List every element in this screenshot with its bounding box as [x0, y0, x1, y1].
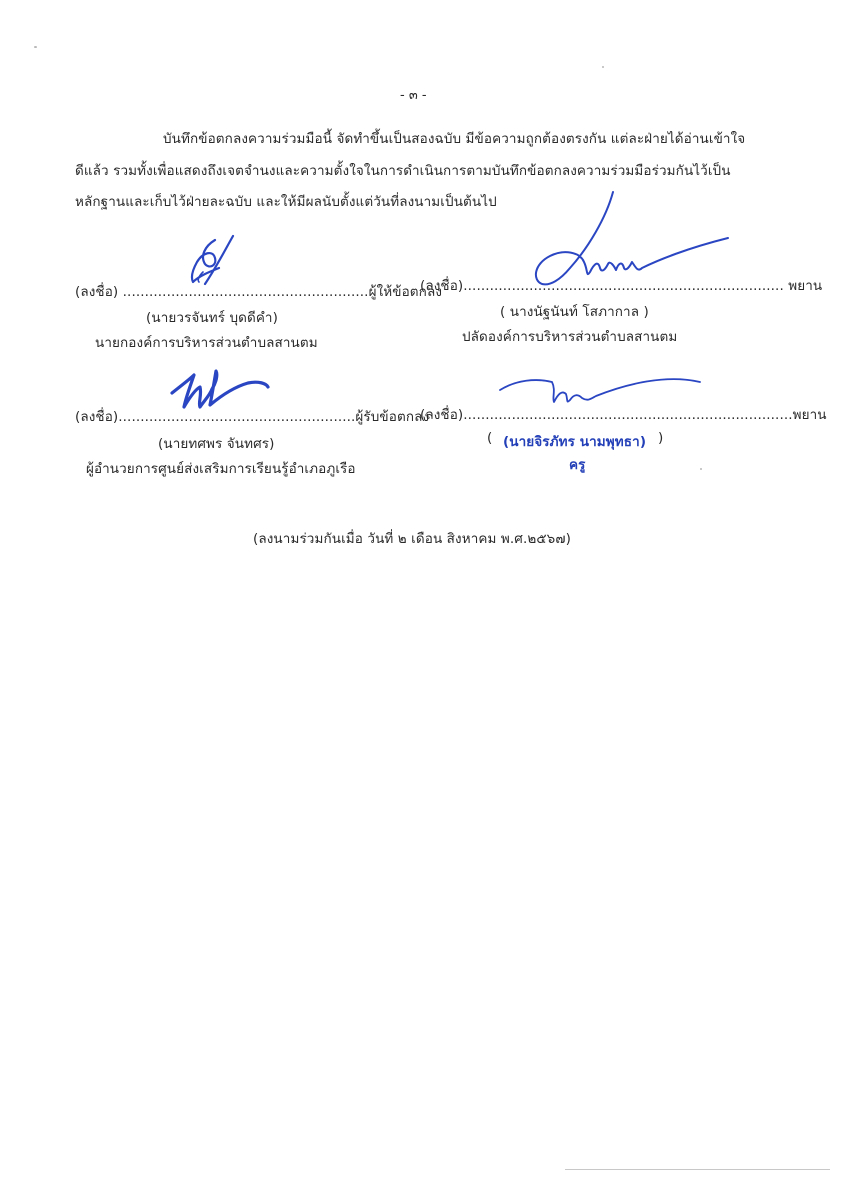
body-line-1: บันทึกข้อตกลงความร่วมมือนี้ จัดทำขึ้นเป็นสองฉบับ มีข้อความถูกต้องตรงกัน แต่ละฝ่ายได้อ่านเข้าใจ — [163, 131, 746, 147]
signing-date: (ลงนามร่วมกันเมื่อ วันที่ ๒ เดือน สิงหาคม พ.ศ.๒๕๖๗) — [253, 531, 571, 547]
scan-speck — [700, 468, 702, 470]
scan-speck — [34, 46, 37, 48]
signatory-4-name-close: ) — [658, 430, 664, 446]
signatory-1-name: (นายวรจันทร์ บุดดีคำ) — [146, 310, 278, 326]
signatory-4-name-open: ( — [487, 430, 493, 446]
body-line-2: ดีแล้ว รวมทั้งเพื่อแสดงถึงเจตจำนงและความตั้งใจในการดำเนินการตามบันทึกข้อตกลงความร่วมมือร่วมกันไว้เป็น — [75, 163, 731, 179]
scan-edge-line — [565, 1169, 830, 1170]
page-number: - ๓ - — [400, 88, 427, 103]
scan-speck — [602, 66, 604, 68]
signatory-1-position: นายกองค์การบริหารส่วนตำบลสานตม — [95, 335, 318, 351]
signature-3 — [168, 365, 273, 415]
signatory-4-sign-line: (ลงชื่อ)...........................................................................พยาน — [420, 407, 827, 423]
signature-1 — [175, 232, 260, 292]
body-line-3: หลักฐานและเก็บไว้ฝ่ายละฉบับ และให้มีผลนับตั้งแต่วันที่ลงนามเป็นต้นไป — [75, 194, 497, 210]
signature-4 — [496, 368, 706, 413]
signatory-4-name-stamp: (นายจิรภัทร นามพุทธา) — [503, 434, 647, 450]
signatory-4-position-stamp: ครู — [569, 457, 586, 473]
signatory-3-position: ผู้อำนวยการศูนย์ส่งเสริมการเรียนรู้อำเภอภูเรือ — [86, 461, 356, 477]
signature-2 — [528, 188, 738, 293]
signatory-2-sign-line: (ลงชื่อ)......................................................................... พยาน — [420, 278, 823, 294]
signatory-2-position: ปลัดองค์การบริหารส่วนตำบลสานตม — [462, 329, 678, 345]
signatory-2-name: ( นางนัฐนันท์ โสภากาล ) — [500, 304, 649, 320]
signatory-3-name: (นายทศพร จันทศร) — [158, 436, 275, 452]
signatory-1-sign-line: (ลงชื่อ) ........................................................ผู้ให้ข้อตกลง — [75, 284, 443, 300]
signatory-3-sign-line: (ลงชื่อ)......................................................ผู้รับข้อตกลง — [75, 409, 430, 425]
